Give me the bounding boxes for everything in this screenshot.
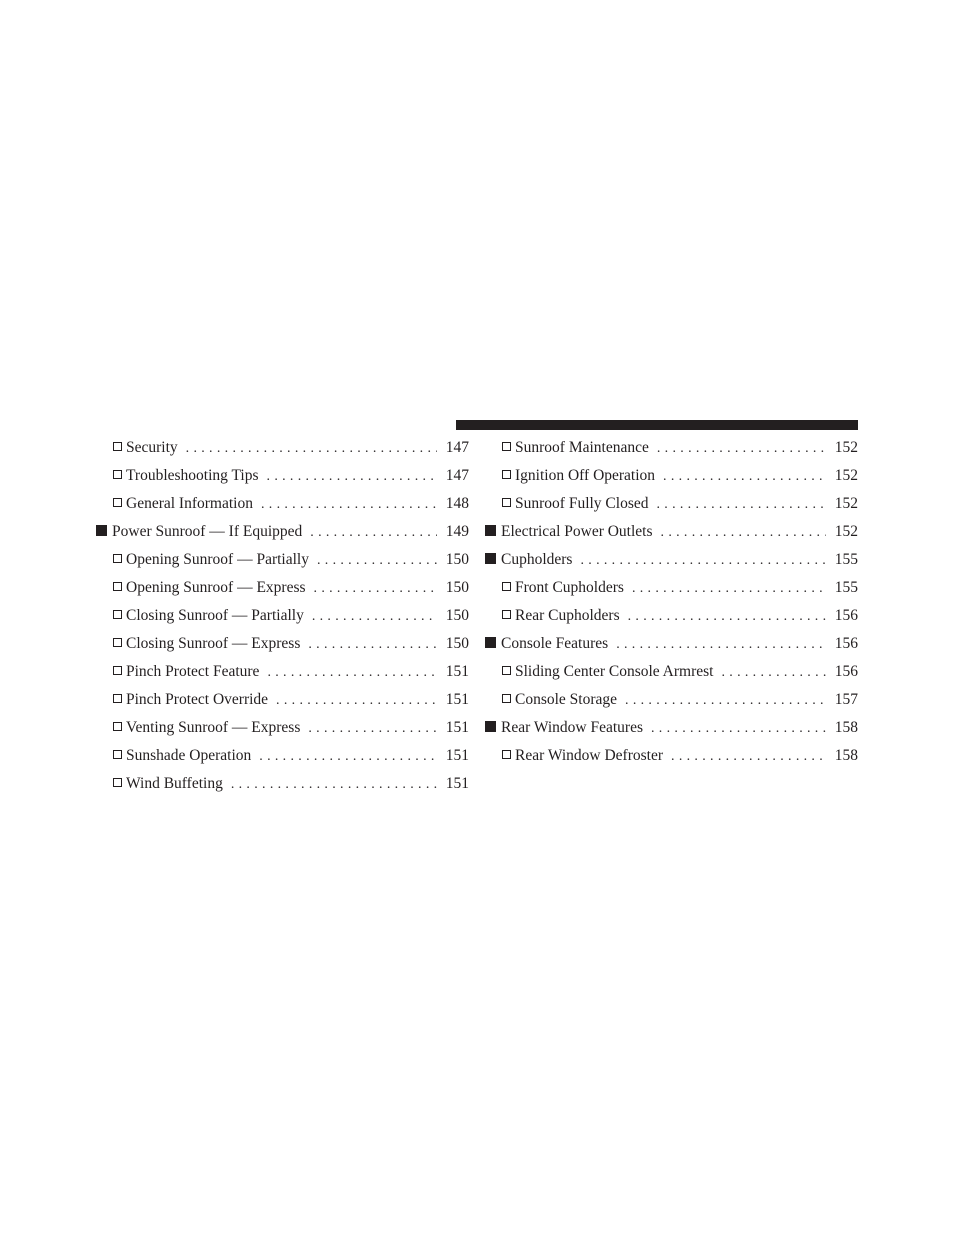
hollow-square-bullet-icon xyxy=(502,498,511,507)
toc-entry-title: Sliding Center Console Armrest xyxy=(515,663,714,680)
toc-page-number: 151 xyxy=(445,719,469,736)
toc-subsection-entry[interactable] xyxy=(485,686,858,714)
dot-leader xyxy=(317,547,437,575)
toc-subsection-entry[interactable] xyxy=(96,686,469,714)
toc-subsection-entry[interactable] xyxy=(96,770,469,798)
toc-entry-title: Sunshade Operation xyxy=(126,747,252,764)
toc-page-number: 149 xyxy=(445,523,469,540)
toc-entry-title: Console Storage xyxy=(515,691,618,708)
toc-entry-title: Closing Sunroof — Express xyxy=(126,635,301,652)
filled-square-bullet-icon xyxy=(485,525,496,536)
toc-page-number: 152 xyxy=(834,495,858,512)
toc-entry-title: Rear Window Defroster xyxy=(515,747,664,764)
toc-entry-title: Opening Sunroof — Partially xyxy=(126,551,309,568)
dot-leader xyxy=(721,659,826,687)
dot-leader xyxy=(310,519,437,547)
toc-entry-title: Troubleshooting Tips xyxy=(126,467,259,484)
dot-leader xyxy=(663,463,826,491)
hollow-square-bullet-icon xyxy=(113,554,122,563)
dot-leader xyxy=(625,687,826,715)
toc-entry-title: Rear Cupholders xyxy=(515,607,620,624)
toc-page-number: 156 xyxy=(834,635,858,652)
hollow-square-bullet-icon xyxy=(113,582,122,591)
toc-page-number: 151 xyxy=(445,663,469,680)
hollow-square-bullet-icon xyxy=(113,666,122,675)
toc-subsection-entry[interactable] xyxy=(96,462,469,490)
toc-page-number: 151 xyxy=(445,747,469,764)
toc-entry-title: Electrical Power Outlets xyxy=(501,523,653,540)
toc-entry-title: Sunroof Fully Closed xyxy=(515,495,649,512)
dot-leader xyxy=(657,435,826,463)
toc-page-number: 152 xyxy=(834,523,858,540)
filled-square-bullet-icon xyxy=(485,721,496,732)
toc-subsection-entry[interactable] xyxy=(485,434,858,462)
dot-leader xyxy=(267,463,437,491)
toc-page-number: 156 xyxy=(834,663,858,680)
toc-entry-title: Sunroof Maintenance xyxy=(515,439,649,456)
filled-square-bullet-icon xyxy=(485,553,496,564)
toc-page-number: 157 xyxy=(834,691,858,708)
toc-page-number: 158 xyxy=(834,719,858,736)
toc-subsection-entry[interactable] xyxy=(96,546,469,574)
hollow-square-bullet-icon xyxy=(502,694,511,703)
dot-leader xyxy=(186,435,437,463)
toc-column-right xyxy=(485,434,858,770)
dot-leader xyxy=(628,603,826,631)
dot-leader xyxy=(308,631,437,659)
dot-leader xyxy=(651,715,826,743)
filled-square-bullet-icon xyxy=(485,637,496,648)
toc-entry-title: Console Features xyxy=(501,635,609,652)
toc-entry-title: Opening Sunroof — Express xyxy=(126,579,306,596)
dot-leader xyxy=(267,659,437,687)
dot-leader xyxy=(276,687,437,715)
toc-page-number: 155 xyxy=(834,551,858,568)
toc-entry-title: Security xyxy=(126,439,178,456)
toc-subsection-entry[interactable] xyxy=(96,630,469,658)
toc-subsection-entry[interactable] xyxy=(485,574,858,602)
toc-entry-title: Pinch Protect Feature xyxy=(126,663,260,680)
toc-entry-title: Closing Sunroof — Partially xyxy=(126,607,304,624)
toc-entry-title: General Information xyxy=(126,495,253,512)
hollow-square-bullet-icon xyxy=(113,778,122,787)
toc-page-number: 155 xyxy=(834,579,858,596)
hollow-square-bullet-icon xyxy=(502,750,511,759)
toc-page-number: 152 xyxy=(834,467,858,484)
toc-page-number: 158 xyxy=(834,747,858,764)
toc-page-number: 147 xyxy=(445,467,469,484)
hollow-square-bullet-icon xyxy=(113,750,122,759)
dot-leader xyxy=(671,743,826,771)
hollow-square-bullet-icon xyxy=(113,610,122,619)
hollow-square-bullet-icon xyxy=(113,694,122,703)
toc-page-number: 150 xyxy=(445,635,469,652)
toc-subsection-entry[interactable] xyxy=(96,490,469,518)
toc-subsection-entry[interactable] xyxy=(96,714,469,742)
header-rule xyxy=(456,420,858,430)
toc-subsection-entry[interactable] xyxy=(485,742,858,770)
toc-entry-title: Cupholders xyxy=(501,551,573,568)
toc-subsection-entry[interactable] xyxy=(485,658,858,686)
hollow-square-bullet-icon xyxy=(113,470,122,479)
dot-leader xyxy=(312,603,437,631)
dot-leader xyxy=(308,715,437,743)
toc-subsection-entry[interactable] xyxy=(96,434,469,462)
hollow-square-bullet-icon xyxy=(113,498,122,507)
dot-leader xyxy=(656,491,826,519)
toc-entry-title: Wind Buffeting xyxy=(126,775,223,792)
toc-page-number: 147 xyxy=(445,439,469,456)
toc-subsection-entry[interactable] xyxy=(96,574,469,602)
toc-page-number: 152 xyxy=(834,439,858,456)
dot-leader xyxy=(580,547,826,575)
hollow-square-bullet-icon xyxy=(113,722,122,731)
toc-subsection-entry[interactable] xyxy=(96,658,469,686)
toc-column-left xyxy=(96,434,469,798)
toc-section-entry[interactable] xyxy=(485,518,858,546)
toc-entry-title: Rear Window Features xyxy=(501,719,643,736)
hollow-square-bullet-icon xyxy=(113,638,122,647)
toc-page-number: 156 xyxy=(834,607,858,624)
toc-subsection-entry[interactable] xyxy=(485,490,858,518)
toc-section-entry[interactable] xyxy=(96,518,469,546)
hollow-square-bullet-icon xyxy=(502,470,511,479)
dot-leader xyxy=(632,575,826,603)
toc-page-number: 148 xyxy=(445,495,469,512)
hollow-square-bullet-icon xyxy=(502,610,511,619)
toc-entry-title: Pinch Protect Override xyxy=(126,691,269,708)
toc-page-number: 151 xyxy=(445,775,469,792)
dot-leader xyxy=(314,575,437,603)
hollow-square-bullet-icon xyxy=(502,582,511,591)
dot-leader xyxy=(661,519,826,547)
dot-leader xyxy=(231,771,437,799)
toc-section-entry[interactable] xyxy=(485,714,858,742)
filled-square-bullet-icon xyxy=(96,525,107,536)
toc-page-number: 150 xyxy=(445,551,469,568)
toc-subsection-entry[interactable] xyxy=(485,462,858,490)
dot-leader xyxy=(616,631,826,659)
toc-entry-title: Power Sunroof — If Equipped xyxy=(112,523,303,540)
toc-entry-title: Venting Sunroof — Express xyxy=(126,719,301,736)
toc-page-number: 150 xyxy=(445,579,469,596)
hollow-square-bullet-icon xyxy=(502,666,511,675)
toc-subsection-entry[interactable] xyxy=(96,742,469,770)
toc-page-number: 150 xyxy=(445,607,469,624)
toc-section-entry[interactable] xyxy=(485,546,858,574)
dot-leader xyxy=(259,743,437,771)
toc-subsection-entry[interactable] xyxy=(485,602,858,630)
toc-subsection-entry[interactable] xyxy=(96,602,469,630)
toc-page-number: 151 xyxy=(445,691,469,708)
dot-leader xyxy=(261,491,437,519)
toc-section-entry[interactable] xyxy=(485,630,858,658)
toc-entry-title: Ignition Off Operation xyxy=(515,467,656,484)
hollow-square-bullet-icon xyxy=(113,442,122,451)
hollow-square-bullet-icon xyxy=(502,442,511,451)
toc-entry-title: Front Cupholders xyxy=(515,579,624,596)
